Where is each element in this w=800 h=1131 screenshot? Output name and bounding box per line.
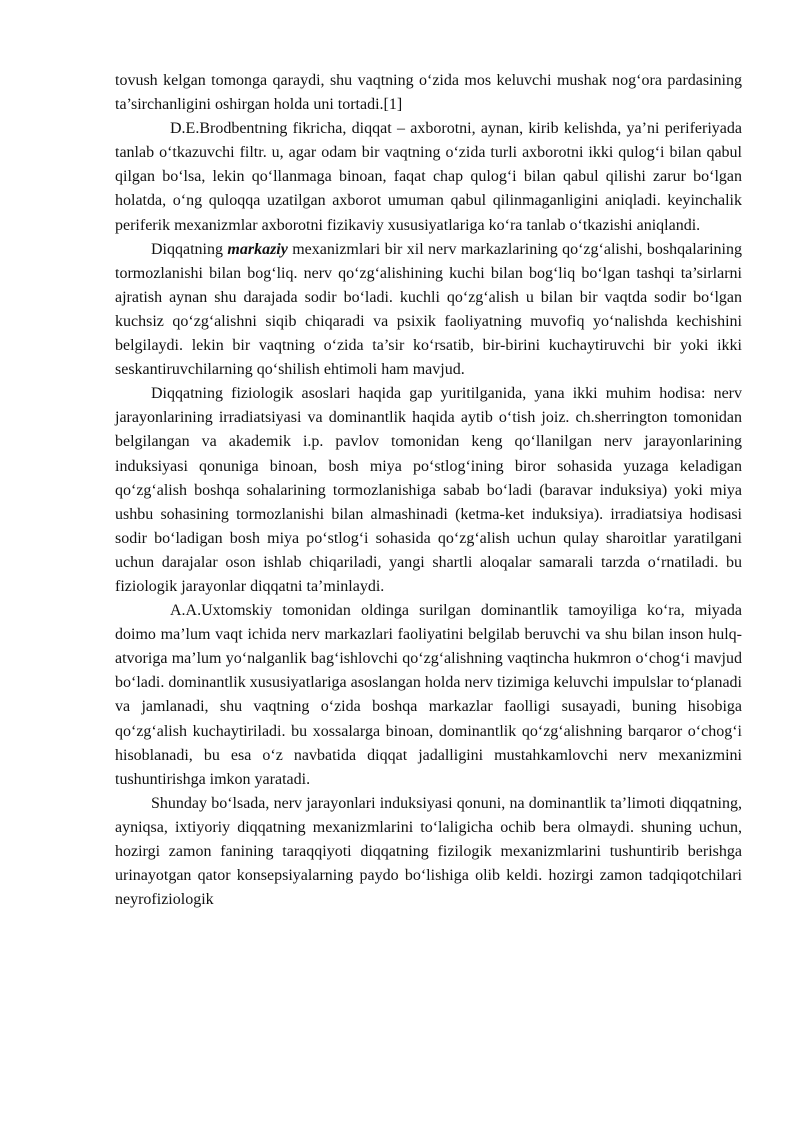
paragraph-2: D.E.Brodbentning fikricha, diqqat – axborotni, aynan, kirib kelishda, ya’ni periferiyada tanlab o‘tkazuvchi filtr. u, agar odam bir vaqtning o‘zida turli axborotni ikki qulog‘i bilan qabul qilgan bo‘lsa, lekin qo‘llanmaga binoan, faqat chap qulog‘i bilan qabul qilishi zarur bo‘lgan holatda, o‘ng quloqqa uzatilgan axborot umuman qabul qilinmaganligini aniqladi. keyinchalik periferik mexanizmlar axborotni fizikaviy xususiyatlariga ko‘ra tanlab o‘tkazishi aniqlandi. [115, 120, 742, 234]
document-page [115, 69, 742, 912]
emphasis-term: markaziy [227, 240, 288, 258]
paragraph-1: tovush kelgan tomonga qaraydi, shu vaqtning o‘zida mos keluvchi mushak nog‘ora pardasining ta’sirchanligini oshirgan holda uni tortadi.[1] [115, 72, 742, 114]
paragraph-4: Diqqatning fiziologik asoslari haqida gap yuritilganida, yana ikki muhim hodisa: nerv jarayonlarining irradiatsiyasi va dominantlik haqida aytib o‘tish joiz. ch.sherrington tomonidan belgilangan va akademik i.p. pavlov tomonidan keng qo‘llanilgan nerv jarayonlarining induksiyasi qonuniga binoan, bosh miya po‘stlog‘ining biror sohasida yuzaga keladigan qo‘zg‘alish boshqa sohalarining tormozlanishiga sabab bo‘ladi (baravar induksiya) yoki miya ushbu sohasining tormozlanishi bilan almashinadi (ketma-ket induksiya). irradiatsiya hodisasi sodir bo‘ladigan bosh miya po‘stlog‘i sohasida qo‘zg‘alish uchun qulay sharoitlar yaratilgani uchun darajalar oson ishlab chiqariladi, yangi shartli aloqalar samarali tarzda o‘rnatiladi. bu fiziologik jarayonlar diqqatni ta’minlaydi. [115, 385, 742, 595]
paragraph-3-rest: mexanizmlari bir xil nerv markazlarining qo‘zg‘alishi, boshqalarining tormozlanishi bilan bog‘liq. nerv qo‘zg‘alishining kuchi bilan bog‘liq bo‘lgan tashqi ta’sirlarni ajratish aynan shu darajada sodir bo‘ladi. kuchli qo‘zg‘alish u bilan bir vaqtda sodir bo‘lgan kuchsiz qo‘zg‘alishni siqib chiqaradi va psixik faoliyatning muvofiq yo‘nalishda kechishini belgilaydi. lekin bir vaqtning o‘zida ta’sir ko‘rsatib, bir-birini kuchaytiruvchi bir yoki ikki seskantiruvchilarning qo‘shilish ehtimoli ham mavjud. [115, 240, 742, 379]
paragraph-5: A.A.Uxtomskiy tomonidan oldinga surilgan dominantlik tamoyiliga ko‘ra, miyada doimo ma’lum vaqt ichida nerv markazlari faoliyatini belgilab beruvchi va shu bilan inson hulq-atvoriga ma’lum yo‘nalganlik bag‘ishlovchi qo‘zg‘alishning vaqtincha hukmron o‘chog‘i mavjud bo‘ladi. dominantlik xususiyatlariga asoslangan holda nerv tizimiga keluvchi impulslar to‘planadi va jamlanadi, shu vaqtning o‘zida boshqa markazlar faolligi susayadi, buning hisobiga qo‘zg‘alish kuchaytiriladi. bu xossalarga binoan, dominantlik qo‘zg‘alishning barqaror o‘chog‘i hisoblanadi, bu esa o‘z navbatida diqqat jadalligini mustahkamlovchi nerv mexanizmini tushuntirishga imkon yaratadi. [115, 602, 742, 788]
paragraph-6: Shunday bo‘lsada, nerv jarayonlari induksiyasi qonuni, na dominantlik ta’limoti diqqatning, ayniqsa, ixtiyoriy diqqatning mexanizmlarini to‘laligicha ochib bera olmaydi. shuning uchun, hozirgi zamon fanining taraqqiyoti diqqatning fizilogik mexanizmlarini tushuntirib berishga urinayotgan qator konsepsiyalarning paydo bo‘lishiga olib keldi. hozirgi zamon tadqiqotchilari neyrofiziologik [115, 794, 742, 909]
paragraph-3 [115, 238, 742, 383]
paragraph-3-lead: Diqqatning [151, 240, 228, 258]
